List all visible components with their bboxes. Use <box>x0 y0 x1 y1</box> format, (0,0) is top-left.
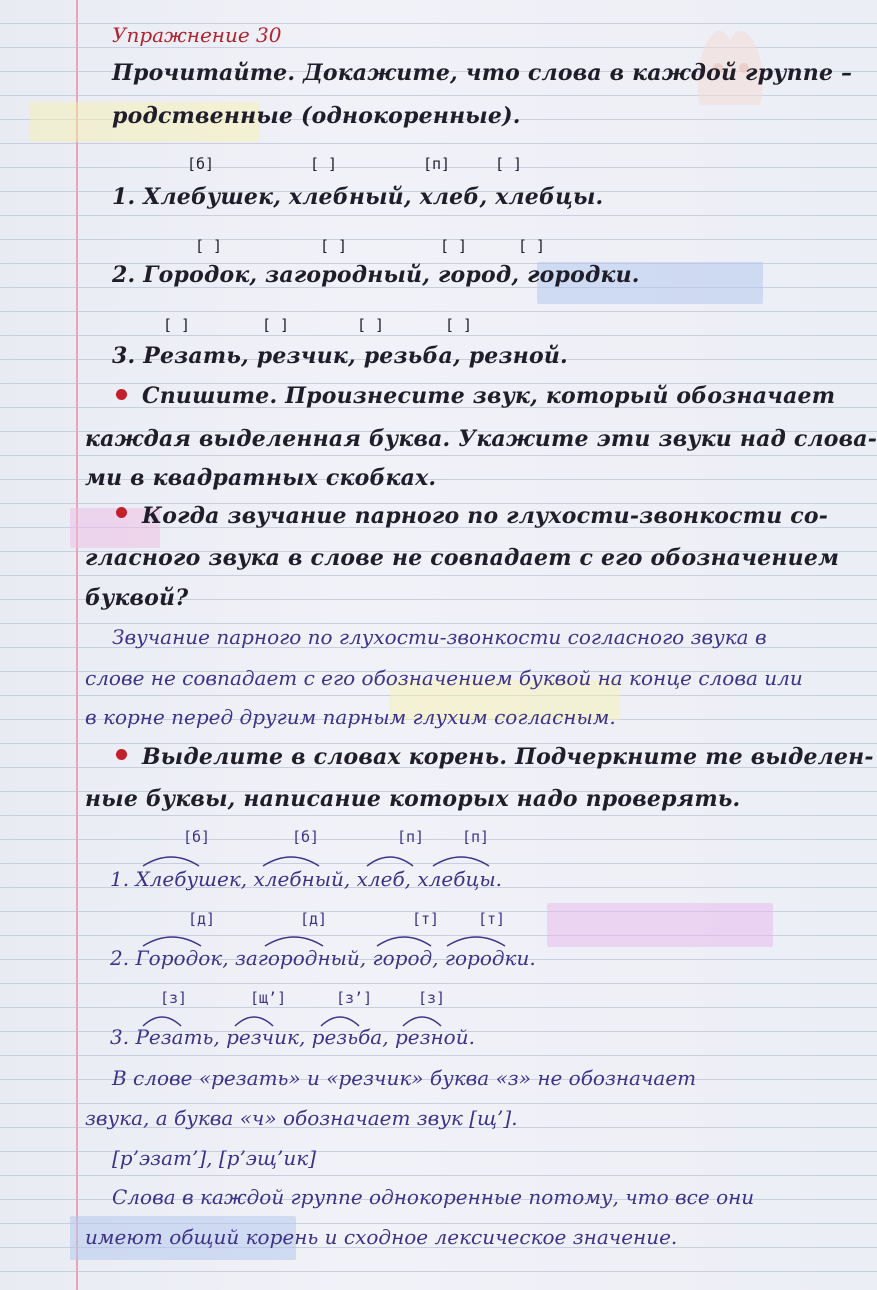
exercise-title: Упражнение 30 <box>112 23 282 47</box>
task-word-group-1: 1. Хлебушек, хлебный, хлеб, хлебцы. <box>112 184 604 210</box>
task-intro-line-1: Прочитайте. Докажите, что слова в каждой группе – <box>112 60 853 86</box>
bracket-label: [ ] <box>163 316 191 334</box>
bracket-label: [б] <box>183 828 211 846</box>
bullet-icon <box>116 507 127 518</box>
bracket-label: [т] <box>478 910 506 928</box>
task4-line-2: ные буквы, написание которых надо проверять. <box>85 786 741 812</box>
bracket-label: [п] <box>423 155 451 173</box>
bracket-label: [з’] <box>336 989 373 1007</box>
bracket-label: [ ] <box>495 155 523 173</box>
bracket-label: [з] <box>160 989 188 1007</box>
bracket-label: [б] <box>187 155 215 173</box>
root-arc <box>430 852 492 868</box>
bracket-label: [б] <box>292 828 320 846</box>
answer3-line-1: Слова в каждой группе однокоренные потому, что все они <box>112 1185 755 1209</box>
bracket-label: [ ] <box>357 316 385 334</box>
bracket-label: [ ] <box>262 316 290 334</box>
task3-line-1: Когда звучание парного по глухости-звонкости со- <box>142 503 829 529</box>
answer3-line-2: имеют общий корень и сходное лексическое значение. <box>85 1225 678 1249</box>
task3-line-2: гласного звука в слове не совпадает с его обозначением <box>85 545 840 571</box>
root-arc <box>140 852 202 868</box>
answer2-transcription: [р’эзат’], [р’эщ’ик] <box>112 1146 317 1170</box>
task3-line-3: буквой? <box>85 585 189 611</box>
answer2-line-2: звука, а буква «ч» обозначает звук [щ’]. <box>85 1106 518 1130</box>
bracket-label: [ ] <box>320 237 348 255</box>
answer1-line-1: Звучание парного по глухости-звонкости согласного звука в <box>112 625 767 649</box>
answer-word-group-2: 2. Городок, загородный, город, городки. <box>110 946 536 970</box>
bracket-label: [ ] <box>518 237 546 255</box>
margin-line <box>76 0 78 1290</box>
bracket-label: [ ] <box>195 237 223 255</box>
task-intro-line-2: родственные (однокоренные). <box>112 103 521 129</box>
bracket-label: [ ] <box>445 316 473 334</box>
answer2-line-1: В слове «резать» и «резчик» буква «з» не обозначает <box>112 1066 697 1090</box>
bracket-label: [ ] <box>440 237 468 255</box>
bracket-label: [щ’] <box>250 989 287 1007</box>
bullet-icon <box>116 389 127 400</box>
bracket-label: [ ] <box>310 155 338 173</box>
bracket-label: [п] <box>397 828 425 846</box>
bracket-label: [д] <box>188 910 216 928</box>
bullet-icon <box>116 749 127 760</box>
task-word-group-2: 2. Городок, загородный, город, городки. <box>112 262 640 288</box>
answer1-line-2: слове не совпадает с его обозначением буквой на конце слова или <box>85 666 803 690</box>
watermark-tint <box>547 903 773 947</box>
bracket-label: [т] <box>412 910 440 928</box>
bracket-label: [з] <box>418 989 446 1007</box>
task4-line-1: Выделите в словах корень. Подчеркните те выделен- <box>142 744 874 770</box>
task2-line-3: ми в квадратных скобках. <box>85 465 437 491</box>
bracket-label: [п] <box>462 828 490 846</box>
corner-mascot-icon <box>660 0 800 110</box>
root-arc <box>364 852 416 868</box>
root-arc <box>260 852 322 868</box>
answer-word-group-3: 3. Резать, резчик, резьба, резной. <box>110 1025 475 1049</box>
answer-word-group-1: 1. Хлебушек, хлебный, хлеб, хлебцы. <box>110 867 503 891</box>
task-word-group-3: 3. Резать, резчик, резьба, резной. <box>112 343 568 369</box>
task2-line-2: каждая выделенная буква. Укажите эти звуки над слова- <box>85 426 877 452</box>
answer1-line-3: в корне перед другим парным глухим согласным. <box>85 705 616 729</box>
task2-line-1: Спишите. Произнесите звук, который обозначает <box>142 383 836 409</box>
bracket-label: [д] <box>300 910 328 928</box>
